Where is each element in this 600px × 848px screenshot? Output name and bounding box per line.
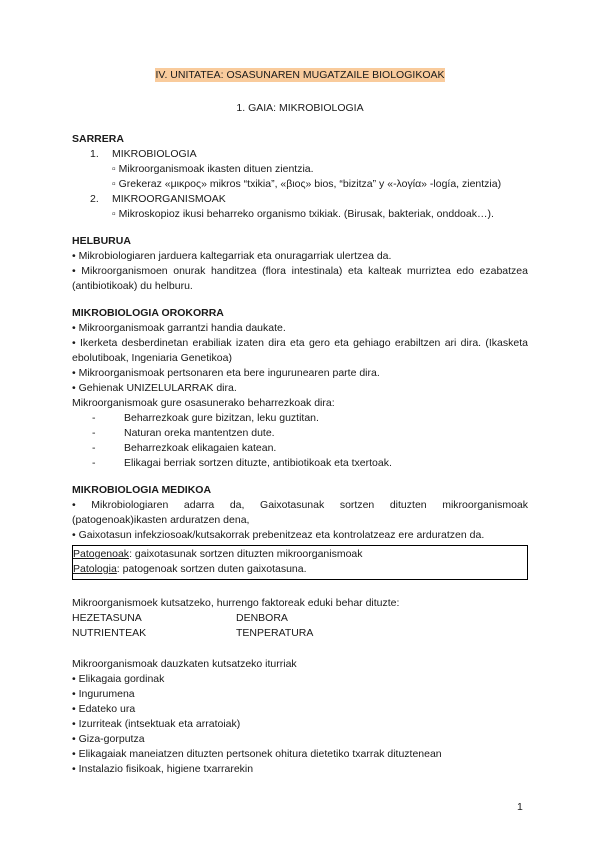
bullet-line: • Izurriteak (intsektuak eta arratoiak) <box>72 718 241 730</box>
section-heading: MIKROBIOLOGIA OROKORRA <box>72 307 224 319</box>
numbered-item: 1. MIKROBIOLOGIA <box>90 148 197 160</box>
section-heading: HELBURUA <box>72 235 131 247</box>
section-heading: MIKROBIOLOGIA MEDIKOA <box>72 484 212 496</box>
bullet-line: • Mikroorganismoak garrantzi handia daukate. <box>72 322 286 334</box>
topic-title: 1. GAIA: MIKROBIOLOGIA <box>236 102 364 114</box>
bullet-line: • Elikagaia gordinak <box>72 673 165 685</box>
bullet-line: • Gehienak UNIZELULARRAK dira. <box>72 382 237 394</box>
section-medikoa <box>72 483 528 580</box>
factor-row: HEZETASUNA DENBORA <box>72 612 288 624</box>
section-heading: SARRERA <box>72 133 124 145</box>
section-sources <box>72 657 528 777</box>
definition-term: Patologia <box>73 563 117 575</box>
dash-item: - Beharrezkoak elikagaien katean. <box>92 442 277 454</box>
bullet-line: • Mikrobiologiaren jarduera kaltegarriak eta onuragarriak ulertzea da. <box>72 250 392 262</box>
page-number: 1 <box>517 801 523 813</box>
bullet-line: • Mikrobiologiaren adarra da, Gaixotasunak sortzen dituzten mikroorganismoak (patogenoak)ikasten arduratzen dena, <box>72 499 528 526</box>
bullet-line: • Ingurumena <box>72 688 135 700</box>
bullet-line: • Instalazio fisikoak, higiene txarrarekin <box>72 763 254 775</box>
bullet-line: • Edateko ura <box>72 703 136 715</box>
sub-item: ▫ Grekeraz «μικρος» mikros “txikia”, «βιος» bios, “bizitza” y «-λογία» -logía, zientzia) <box>112 178 502 190</box>
paragraph: Mikroorganismoek kutsatzeko, hurrengo faktoreak eduki behar dituzte: <box>72 597 400 609</box>
bullet-line: • Giza-gorputza <box>72 733 145 745</box>
section-factors <box>72 596 528 641</box>
bullet-line: • Elikagaiak maneiatzen dituzten pertsonek ohitura dietetiko txarrak dituztenean <box>72 748 442 760</box>
bullet-line: • Mikroorganismoak pertsonaren eta bere ingurunearen parte dira. <box>72 367 380 379</box>
document-page <box>72 68 528 777</box>
definition-box <box>72 545 528 580</box>
sub-item: ▫ Mikroskopioz ikusi beharreko organismo txikiak. (Birusak, bakteriak, onddoak…). <box>112 208 494 220</box>
section-sarrera <box>72 132 528 222</box>
paragraph: Mikroorganismoak dauzkaten kutsatzeko iturriak <box>72 658 297 670</box>
numbered-item: 2. MIKROORGANISMOAK <box>90 193 226 205</box>
section-orokorra <box>72 306 528 471</box>
section-helburua <box>72 234 528 294</box>
dash-item: - Elikagai berriak sortzen dituzte, antibiotikoak eta txertoak. <box>92 457 392 469</box>
definition-term: Patogenoak <box>73 548 130 560</box>
paragraph: Mikroorganismoak gure osasunerako beharrezkoak dira: <box>72 397 335 409</box>
bullet-line: • Ikerketa desberdinetan erabiliak izaten dira eta gero eta gehiago erabiltzen ari dira. (Ikasketa ebolutiboak, Ingeniaria Genetikoa) <box>72 337 528 364</box>
unit-title: IV. UNITATEA: OSASUNAREN MUGATZAILE BIOLOGIKOAK <box>155 69 445 81</box>
definition-row: Patologia: patogenoak sortzen duten gaixotasuna. <box>73 563 307 575</box>
dash-item: - Beharrezkoak gure bizitzan, leku guztitan. <box>92 412 319 424</box>
bullet-line: • Mikroorganismoen onurak handitzea (flora intestinala) eta kalteak murriztea edo ezabatzea (antibiotikoak) du helburu. <box>72 265 528 292</box>
sub-item: ▫ Mikroorganismoak ikasten dituen zientzia. <box>112 163 314 175</box>
bullet-line: • Gaixotasun infekziosoak/kutsakorrak prebenitzeaz eta kontrolatzeaz ere arduratzen da. <box>72 529 485 541</box>
dash-item: - Naturan oreka mantentzen dute. <box>92 427 275 439</box>
definition-row: Patogenoak: gaixotasunak sortzen dituzten mikroorganismoak <box>73 548 363 560</box>
factor-row: NUTRIENTEAK TENPERATURA <box>72 627 314 639</box>
